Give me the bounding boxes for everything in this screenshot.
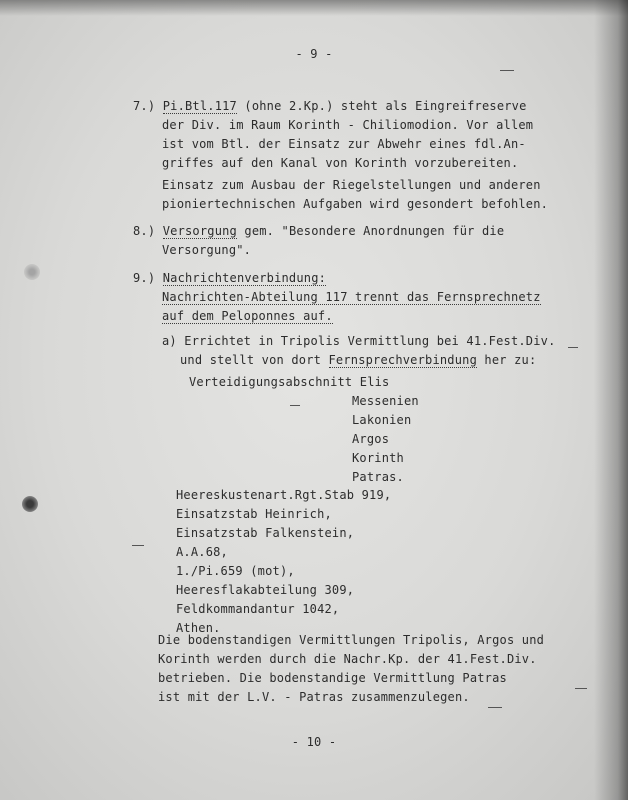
punch-hole-lower: [22, 496, 38, 512]
section-9-number: 9.): [133, 271, 156, 285]
connection-4: A.A.68,: [176, 545, 228, 559]
closing-line-2: Korinth werden durch die Nachr.Kp. der 41.Fest.Div.: [158, 652, 537, 666]
section-7-line-1: [133, 99, 527, 113]
section-7-line-2: der Div. im Raum Korinth - Chiliomodion. Vor allem: [162, 118, 534, 132]
page-right-shadow: [594, 0, 628, 800]
section-7-line-5: Einsatz zum Ausbau der Riegelstellungen und anderen: [162, 178, 541, 192]
connection-2: Einsatzstab Heinrich,: [176, 507, 332, 521]
region-korinth: Korinth: [352, 451, 404, 465]
section-8-line-1: [133, 224, 504, 238]
section-7-line-3: ist vom Btl. der Einsatz zur Abwehr eines fdl.An-: [162, 137, 526, 151]
section-8-line-2: Versorgung".: [162, 243, 252, 257]
section-8-heading: Versorgung: [162, 224, 237, 238]
item-a-line-2-pre: und stellt von dort: [180, 353, 329, 367]
stray-mark: [568, 347, 578, 348]
closing-line-4: ist mit der L.V. - Patras zusammenzulegen.: [158, 690, 470, 704]
punch-hole-upper: [24, 264, 40, 280]
sector-label: Verteidigungsabschnitt Elis: [189, 375, 390, 389]
page-top-shadow: [0, 0, 628, 16]
section-7-unit: Pi.Btl.117: [162, 99, 237, 113]
section-8-line-1-rest: gem. "Besondere Anordnungen für die: [236, 224, 505, 238]
section-9-line-2: auf dem Peloponnes auf.: [162, 309, 333, 323]
next-page-number: - 10 -: [291, 735, 337, 749]
stray-mark: [488, 707, 502, 708]
section-8-number: 8.): [133, 224, 156, 238]
item-a-line-2: [180, 353, 536, 367]
section-7-line-4: griffes auf den Kanal von Korinth vorzubereiten.: [162, 156, 519, 170]
section-9-line-heading: [133, 271, 326, 285]
connection-5: 1./Pi.659 (mot),: [176, 564, 295, 578]
section-9-heading: Nachrichtenverbindung:: [162, 271, 327, 285]
stray-mark: [132, 545, 144, 546]
connection-1: Heereskustenart.Rgt.Stab 919,: [176, 488, 392, 502]
region-lakonien: Lakonien: [352, 413, 412, 427]
connection-3: Einsatzstab Falkenstein,: [176, 526, 355, 540]
connection-6: Heeresflakabteilung 309,: [176, 583, 355, 597]
section-7-number: 7.): [133, 99, 156, 113]
stray-mark: [290, 405, 300, 406]
stray-mark: [500, 70, 514, 71]
connection-8: Athen.: [176, 621, 221, 635]
closing-line-1: Die bodenstandigen Vermittlungen Tripolis, Argos und: [158, 633, 545, 647]
stray-mark: [575, 688, 587, 689]
section-9-line-1: Nachrichten-Abteilung 117 trennt das Fernsprechnetz: [162, 290, 541, 304]
closing-line-3: betrieben. Die bodenstandige Vermittlung Patras: [158, 671, 507, 685]
section-7-line-6: pioniertechnischen Aufgaben wird gesondert befohlen.: [162, 197, 549, 211]
item-a-line-2-underlined: Fernsprechverbindung: [328, 353, 477, 367]
page-number-header: - 9 -: [295, 47, 333, 61]
connection-7: Feldkommandantur 1042,: [176, 602, 340, 616]
region-argos: Argos: [352, 432, 390, 446]
region-messenien: Messenien: [352, 394, 419, 408]
region-patras: Patras.: [352, 470, 404, 484]
item-a-line-1: a) Errichtet in Tripolis Vermittlung bei 41.Fest.Div.: [162, 334, 556, 348]
section-7-line-1-rest: (ohne 2.Kp.) steht als Eingreifreserve: [236, 99, 527, 113]
item-a-line-2-post: her zu:: [477, 353, 537, 367]
